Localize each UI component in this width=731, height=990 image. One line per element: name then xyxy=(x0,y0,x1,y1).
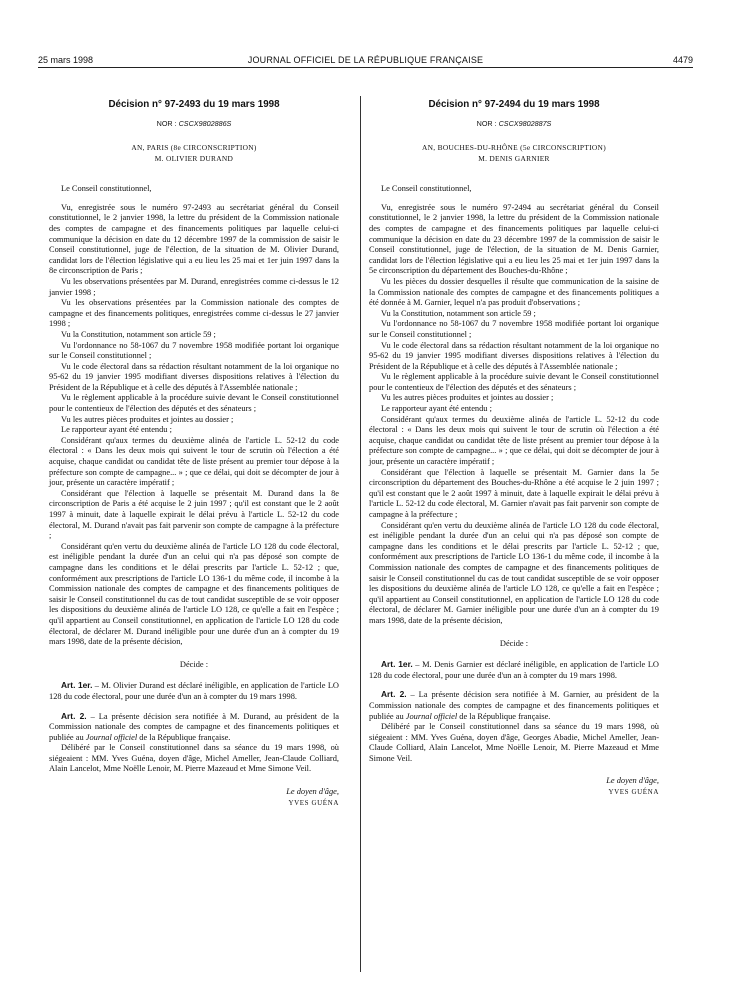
nor-code: CSCX9802886S xyxy=(178,118,232,128)
page-header xyxy=(0,0,731,75)
paragraph: Considérant que l'élection à laquelle se présentait M. Garnier dans la 5e circonscription du département des Bouches-du-Rhône a été acquise le 2 juin 1997 ; qu'il est constant que le 2 août 1997 à minuit, date à laquelle expirait le délai prévu à l'article L. 52-12 du code électoral, M. Garnier n'avait pas fait parvenir son compte de campagne à la préfecture ; xyxy=(369,467,659,519)
column-divider xyxy=(360,96,361,972)
paragraph: Vu le code électoral dans sa rédaction résultant notamment de la loi organique no 95-62 du 19 janvier 1995 modifiant diverses dispositions relatives à l'élection du Président de la République et à celle des députés à l'Assemblée nationale ; xyxy=(369,340,659,371)
circonscription: AN, BOUCHES-DU-RHÔNE (5e CIRCONSCRIPTION) xyxy=(422,143,606,153)
opening-line: Le Conseil constitutionnel, xyxy=(381,184,472,194)
decision-right xyxy=(369,100,659,798)
candidate-name: M. OLIVIER DURAND xyxy=(154,154,234,164)
header-date: 25 mars 1998 xyxy=(38,55,94,65)
signature-title: Le doyen d'âge, xyxy=(606,776,659,786)
signature-name: YVES GUÉNA xyxy=(288,798,339,807)
article-2-text-a: – La présente décision sera notifiée à M. Garnier, au président de la Commission nationale des comptes de campagne et des financements politiques et publiée au xyxy=(369,690,659,721)
decide-heading: Décide : xyxy=(499,638,529,648)
journal-officiel-ref: Journal officiel xyxy=(405,711,458,721)
paragraph: Considérant que l'élection à laquelle se présentait M. Durand dans la 8e circonscription de Paris a été acquise le 2 juin 1997 ; qu'il est constant que le 2 août 1997 à minuit, date à laquelle expirait le délai prévu à l'article L. 52-12 du code électoral, M. Durand n'avait pas fait parvenir son compte de campagne à la préfecture ; xyxy=(49,488,339,541)
article-2-text-b: de la République française. xyxy=(457,711,551,721)
decision-title: Décision n° 97-2494 du 19 mars 1998 xyxy=(428,99,600,110)
page-number: 4479 xyxy=(672,55,693,65)
paragraph: Vu l'ordonnance no 58-1067 du 7 novembre 1958 modifiée portant loi organique sur le Conseil constitutionnel ; xyxy=(49,340,339,361)
article-1-number: Art. 1er. xyxy=(381,659,413,670)
signature-name: YVES GUÉNA xyxy=(608,788,659,797)
paragraph: Considérant qu'aux termes du deuxième alinéa de l'article L. 52-12 du code électoral : « Dans les deux mois qui suivent le tour de scrutin où l'élection a été acquise, chaque candidat ou candidat tête de liste présent au premier tour dépose à la préfecture son compte de campagne... » ; que ce délai, qui doit se décompter de jour à jour, présente un caractère impératif ; xyxy=(49,435,339,488)
article-2-number: Art. 2. xyxy=(61,710,87,721)
article-1 xyxy=(49,680,339,702)
paragraph: Vu les autres pièces produites et jointes au dossier ; xyxy=(381,393,554,403)
nor-label: NOR : xyxy=(156,118,177,128)
opening-line: Le Conseil constitutionnel, xyxy=(61,184,152,194)
paragraph: Vu l'ordonnance no 58-1067 du 7 novembre 1958 modifiée portant loi organique sur le Conseil constitutionnel ; xyxy=(369,319,659,339)
article-2-text-a: – La présente décision sera notifiée à M. Durand, au président de la Commission nationale des comptes de campagne et des financements politiques et publiée au xyxy=(49,711,339,742)
paragraph: Considérant qu'aux termes du deuxième alinéa de l'article L. 52-12 du code électoral : « Dans les deux mois qui suivent le tour de scrutin où l'élection a été acquise, chaque candidat ou candidat tête de liste présent au premier tour dépose à la préfecture son compte de campagne... » ; que ce délai, qui doit se décompter de jour à jour, présente un caractère impératif ; xyxy=(369,414,659,467)
paragraph: Vu les pièces du dossier desquelles il résulte que communication de la saisine de la Commission nationale des comptes de campagne et des financements politiques a été donnée à M. Garnier, lequel n'a pas produit d'observations ; xyxy=(369,276,659,308)
circonscription: AN, PARIS (8e CIRCONSCRIPTION) xyxy=(131,143,257,153)
paragraph: Considérant qu'en vertu du deuxième alinéa de l'article LO 128 du code électoral, est inéligible pendant la durée d'un an celui qui n'a pas déposé son compte de campagne dans les conditions et le délai prescrits par l'article L. 52-12 ; que, conformément aux prescriptions de l'article LO 136-1 du même code, il incombe à la Commission nationale des comptes de campagne et des financements politiques de saisir le Conseil constitutionnel du cas de tout candidat susceptible de se voir opposer les dispositions du deuxième alinéa de l'article LO 128, ce qu'elle a fait en l'espèce ; qu'il appartient au Conseil constitutionnel, en application de l'article LO 128 du code électoral, de déclarer M. Durand inéligible pour une durée d'un an à compter du 19 mars 1998, date de la présente décision, xyxy=(49,541,339,647)
decide-heading: Décide : xyxy=(179,659,209,669)
paragraph: Vu, enregistrée sous le numéro 97-2494 au secrétariat général du Conseil constitutionnel, le 2 janvier 1998, la lettre du président de la Commission nationale des comptes de campagne et des financements politiques par laquelle celui-ci communique la décision en date du 23 décembre 1997 de la commission de saisir le Conseil constitutionnel, juge de l'élection, de la situation de M. Denis Garnier, candidat lors de l'élection législative qui a eu lieu les 25 mai et 1er juin 1997 dans la 5e circonscription du département des Bouches-du-Rhône ; xyxy=(369,202,659,276)
circonscription-block xyxy=(369,142,659,164)
paragraph: Le rapporteur ayant été entendu ; xyxy=(381,404,492,414)
paragraph: Vu le règlement applicable à la procédure suivie devant le Conseil constitutionnel pour le contentieux de l'élection des députés et des sénateurs ; xyxy=(369,372,659,392)
paragraph: Vu la Constitution, notamment son article 59 ; xyxy=(381,308,536,318)
circonscription-block xyxy=(49,142,339,164)
paragraph: Le rapporteur ayant été entendu ; xyxy=(61,425,172,435)
article-2 xyxy=(369,689,659,722)
journal-title: JOURNAL OFFICIEL DE LA RÉPUBLIQUE FRANÇAISE xyxy=(247,55,484,65)
candidate-name: M. DENIS GARNIER xyxy=(478,154,550,164)
deliberation: Délibéré par le Conseil constitutionnel dans sa séance du 19 mars 1998, où siégeaient : MM. Yves Guéna, doyen d'âge, Michel Ameller, Jean-Claude Colliard, Alain Lancelot, Mme Noëlle Lenoir, M. Pierre Mazeaud et Mme Simone Veil. xyxy=(49,743,339,774)
article-1-text: – M. Olivier Durand est déclaré inéligible, en application de l'article LO 128 du code électoral, pour une durée d'un an à compter du 19 mars 1998. xyxy=(49,681,339,701)
decision-title: Décision n° 97-2493 du 19 mars 1998 xyxy=(108,99,280,110)
article-2-number: Art. 2. xyxy=(381,689,407,700)
spacer xyxy=(369,195,659,203)
paragraph: Vu les observations présentées par M. Durand, enregistrées comme ci-dessus le 12 janvier 1998 ; xyxy=(49,276,339,297)
paragraph: Considérant qu'en vertu du deuxième alinéa de l'article LO 128 du code électoral, est inéligible pendant la durée d'un an celui qui n'a pas déposé son compte de campagne dans les conditions et le délai prescrits par l'article L. 52-12 ; que, conformément aux prescriptions de l'article LO 136-1 du même code, il incombe à la Commission nationale des comptes de campagne et des financements politiques de saisir le Conseil constitutionnel du cas de tout candidat susceptible de se voir opposer les dispositions du deuxième alinéa de l'article LO 128, ce qu'elle a fait en l'espèce ; qu'il appartient au Conseil constitutionnel, en application de l'article LO 128 du code électoral, de déclarer M. Garnier inéligible pour une durée d'un an à compter du 19 mars 1998, date de la présente décision, xyxy=(369,520,659,625)
article-1-number: Art. 1er. xyxy=(61,680,93,691)
nor-code: CSCX9802887S xyxy=(498,118,552,128)
paragraphs xyxy=(369,184,659,626)
article-1 xyxy=(369,659,659,681)
paragraph: Vu les observations présentées par la Commission nationale des comptes de campagne et des financements politiques, enregistrées comme ci-dessus le 27 janvier 1998 ; xyxy=(49,298,339,329)
paragraph: Vu la Constitution, notamment son article 59 ; xyxy=(61,329,216,339)
paragraph: Vu le règlement applicable à la procédure suivie devant le Conseil constitutionnel pour le contentieux de l'élection des députés et des sénateurs ; xyxy=(49,393,339,414)
header-rule xyxy=(38,67,693,68)
article-1-text: – M. Denis Garnier est déclaré inéligible, en application de l'article LO 128 du code électoral, pour une durée d'un an à compter du 19 mars 1998. xyxy=(369,660,659,680)
deliberation: Délibéré par le Conseil constitutionnel dans sa séance du 19 mars 1998, où siégeaient : MM. Yves Guéna, doyen d'âge, Georges Abadie, Michel Ameller, Jean-Claude Colliard, Alain Lancelot, Mme Noëlle Lenoir, M. Pierre Mazeaud et Mme Simone Veil. xyxy=(369,722,659,763)
decision-left xyxy=(49,100,339,808)
nor-line xyxy=(369,119,659,130)
paragraphs xyxy=(49,184,339,648)
journal-officiel-ref: Journal officiel xyxy=(85,732,138,742)
signature-title: Le doyen d'âge, xyxy=(286,787,339,797)
signature xyxy=(369,776,659,797)
article-2-text-b: de la République française. xyxy=(137,732,231,742)
signature xyxy=(49,787,339,808)
paragraph: Vu les autres pièces produites et jointes au dossier ; xyxy=(61,414,234,424)
spacer xyxy=(49,195,339,203)
nor-line xyxy=(49,119,339,130)
article-2 xyxy=(49,711,339,744)
nor-label: NOR : xyxy=(476,118,497,128)
paragraph: Vu le code électoral dans sa rédaction résultant notamment de la loi organique no 95-62 du 19 janvier 1995 modifiant diverses dispositions relatives à l'élection du Président de la République et à celle des députés à l'Assemblée nationale ; xyxy=(49,361,339,392)
paragraph: Vu, enregistrée sous le numéro 97-2493 au secrétariat général du Conseil constitutionnel, le 2 janvier 1998, la lettre du président de la Commission nationale des comptes de campagne et des financements politiques par laquelle celui-ci communique la décision en date du 12 décembre 1997 de la commission de saisir le Conseil constitutionnel, juge de l'élection, de la situation de M. Olivier Durand, candidat lors de l'élection législative qui a eu lieu les 25 mai et 1er juin 1997 dans la 8e circonscription de Paris ; xyxy=(49,202,339,276)
